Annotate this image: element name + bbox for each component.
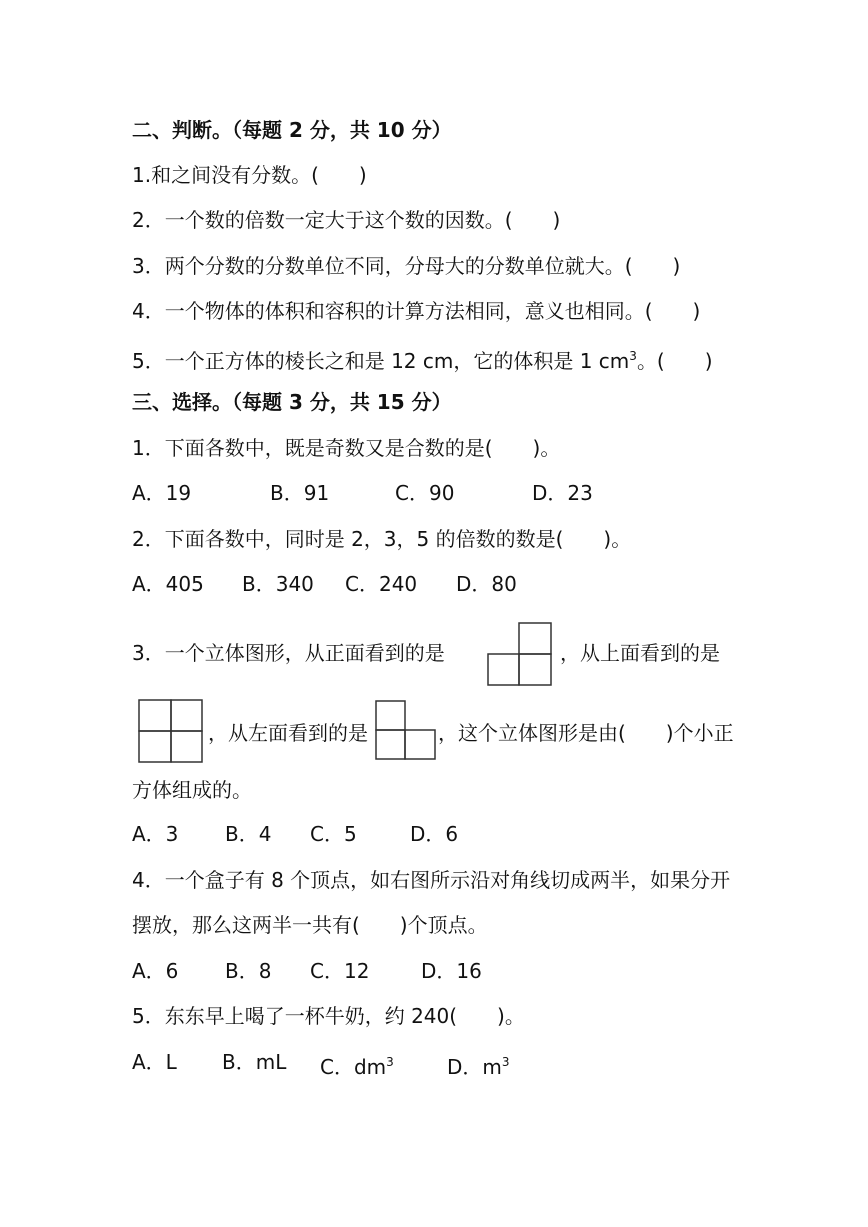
choice-q3-option-b: B．4 xyxy=(225,822,272,846)
choice-q3-option-c: C．5 xyxy=(310,822,357,846)
choice-q4-option-a: A．6 xyxy=(132,959,179,983)
choice-q1-text: 1．下面各数中，既是奇数又是合数的是( )。 xyxy=(132,436,561,460)
choice-q3-option-a: A．3 xyxy=(132,822,179,846)
judge-item-5 xyxy=(132,343,713,374)
front-view-figure xyxy=(487,622,553,686)
choice-q5-option-a: A．L xyxy=(132,1050,177,1074)
judge-item-5-text: 5．一个正方体的棱长之和是 12 cm，它的体积是 1 cm xyxy=(132,349,630,373)
choice-q4-line2: 摆放，那么这两半一共有( )个顶点。 xyxy=(132,913,488,937)
choice-q2-option-a: A．405 xyxy=(132,572,204,596)
choice-q3-option-d: D．6 xyxy=(410,822,459,846)
top-view-figure xyxy=(138,699,204,763)
choice-q5-text: 5．东东早上喝了一杯牛奶，约 240( )。 xyxy=(132,1004,525,1028)
choice-q2-option-c: C．240 xyxy=(345,572,418,596)
judge-item-5-superscript: 3 xyxy=(629,349,637,363)
choice-q3-part2: ，从上面看到的是 xyxy=(560,641,720,665)
choice-q4-option-d: D．16 xyxy=(421,959,482,983)
choice-q1-option-b: B．91 xyxy=(270,481,330,505)
choice-q4-option-c: C．12 xyxy=(310,959,370,983)
choice-q5-option-c xyxy=(320,1049,394,1080)
choice-q4-option-b: B．8 xyxy=(225,959,272,983)
choice-q2-option-b: B．340 xyxy=(242,572,314,596)
choice-q2-option-d: D．80 xyxy=(456,572,517,596)
choice-q1-option-c: C．90 xyxy=(395,481,455,505)
judge-item-5-tail: 。( ) xyxy=(636,349,713,373)
judge-item-2: 2．一个数的倍数一定大于这个数的因数。( ) xyxy=(132,208,561,232)
choice-q3-part3: ，从左面看到的是 xyxy=(208,721,368,745)
choice-q5-option-c-superscript: 3 xyxy=(386,1055,394,1069)
choice-q5-option-d xyxy=(447,1049,510,1080)
choice-q1-option-a: A．19 xyxy=(132,481,192,505)
judge-item-1: 1.和之间没有分数。( ) xyxy=(132,163,367,187)
section-3-heading: 三、选择。（每题 3 分，共 15 分） xyxy=(132,390,452,414)
left-view-figure xyxy=(375,700,437,760)
choice-q5-option-b: B．mL xyxy=(222,1050,287,1074)
choice-q2-text: 2．下面各数中，同时是 2，3，5 的倍数的数是( )。 xyxy=(132,527,632,551)
choice-q3-part1: 3．一个立体图形，从正面看到的是 xyxy=(132,641,445,665)
choice-q3-part4: ，这个立体图形是由( )个小正 xyxy=(438,721,734,745)
judge-item-4: 4．一个物体的体积和容积的计算方法相同，意义也相同。( ) xyxy=(132,299,701,323)
judge-item-3: 3．两个分数的分数单位不同，分母大的分数单位就大。( ) xyxy=(132,254,681,278)
choice-q5-option-d-text: D．m xyxy=(447,1055,502,1079)
section-2-heading: 二、判断。（每题 2 分，共 10 分） xyxy=(132,118,452,142)
choice-q1-option-d: D．23 xyxy=(532,481,593,505)
choice-q5-option-d-superscript: 3 xyxy=(501,1055,510,1069)
choice-q4-line1: 4．一个盒子有 8 个顶点，如右图所示沿对角线切成两半，如果分开 xyxy=(132,868,731,892)
choice-q5-option-c-text: C．dm xyxy=(320,1055,387,1079)
choice-q3-part5: 方体组成的。 xyxy=(132,778,252,802)
